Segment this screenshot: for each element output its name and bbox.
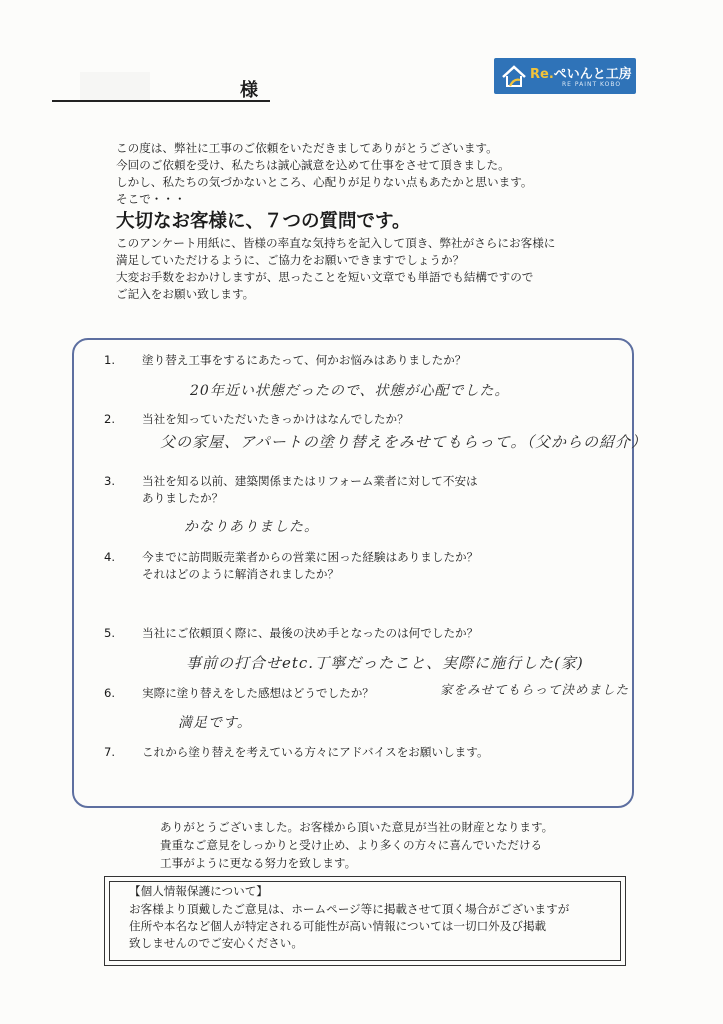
intro-line: この度は、弊社に工事のご依頼をいただきましてありがとうございます。 <box>116 141 498 155</box>
privacy-line: 致しませんのでご安心ください。 <box>129 936 303 950</box>
question-number: 5. <box>104 626 116 640</box>
closing-line: 工事がように更なる努力を致します。 <box>160 856 357 870</box>
question-text: 今までに訪問販売業者からの営業に困った経験はありましたか？ <box>142 550 479 564</box>
logo-text <box>530 63 632 82</box>
question-text: それはどのように解消されましたか？ <box>142 567 340 581</box>
answer-1: 20年近い状態だったので、状態が心配でした。 <box>190 383 510 399</box>
answer-3: かなりありました。 <box>184 519 319 535</box>
question-text: ありましたか？ <box>142 491 224 505</box>
closing-text <box>160 818 553 872</box>
privacy-notice-title: 【個人情報保護について】 <box>129 884 268 898</box>
answer-5-line-2: 家をみせてもらって決めました <box>440 682 630 697</box>
question-number: 4. <box>104 550 116 564</box>
honorific: 様 <box>240 80 259 101</box>
question-text: 当社にご依頼頂く際に、最後の決め手となったのは何でしたか？ <box>142 626 479 640</box>
redacted-customer-name <box>80 72 150 100</box>
intro-text <box>116 140 676 303</box>
closing-line: 貴重なご意見をしっかりと受け止め、より多くの方々に喜んでいただける <box>160 838 543 852</box>
intro-line: そこで・・・ <box>116 192 186 206</box>
question-text: 当社を知っていただいたきっかけはなんでしたか？ <box>142 412 409 426</box>
question-number: 7. <box>104 745 116 759</box>
company-logo <box>494 58 636 94</box>
customer-name-underline <box>52 100 270 102</box>
question-text: 実際に塗り替えをした感想はどうでしたか？ <box>142 686 374 700</box>
closing-line: ありがとうございました。お客様から頂いた意見が当社の財産となります。 <box>160 820 554 834</box>
question-number: 2. <box>104 412 116 426</box>
survey-headline: 大切なお客様に、７つの質問です。 <box>116 211 411 232</box>
intro-line: 満足していただけるように、ご協力をお願いできますでしょうか？ <box>116 253 465 267</box>
privacy-notice-box <box>104 876 626 966</box>
privacy-line: お客様より頂戴したご意見は、ホームページ等に掲載させて頂く場合がございますが <box>129 902 570 916</box>
intro-line: 大変お手数をおかけしますが、思ったことを短い文章でも単語でも結構ですので <box>116 270 534 284</box>
intro-line: ご記入をお願い致します。 <box>116 287 255 301</box>
house-logo-icon <box>500 62 528 90</box>
question-number: 3. <box>104 474 116 488</box>
question-text: これから塗り替えを考えている方々にアドバイスをお願いします。 <box>142 745 489 759</box>
logo-name: ぺいんと工房 <box>553 67 632 82</box>
answer-2: 父の家屋、アパートの塗り替えをみせてもらって。（父からの紹介） <box>160 433 648 451</box>
privacy-line: 住所や本名など個人が特定される可能性が高い情報については一切口外及び掲載 <box>129 919 547 933</box>
intro-line: しかし、私たちの気づかないところ、心配りが足りない点もあたかと思います。 <box>116 175 533 189</box>
answer-5: 事前の打合せetc.丁寧だったこと、実際に施行した(家) <box>186 654 584 672</box>
question-text: 塗り替え工事をするにあたって、何かお悩みはありましたか？ <box>142 353 467 367</box>
answer-6: 満足です。 <box>178 715 252 731</box>
question-number: 1. <box>104 353 116 367</box>
intro-line: 今回のご依頼を受け、私たちは誠心誠意を込めて仕事をさせて頂きました。 <box>116 158 510 172</box>
intro-line: このアンケート用紙に、皆様の率直な気持ちを記入して頂き、弊社がさらにお客様に <box>116 236 556 250</box>
question-text: 当社を知る以前、建築関係またはリフォーム業者に対して不安は <box>142 474 478 488</box>
logo-prefix: Re. <box>530 67 554 82</box>
question-number: 6. <box>104 686 116 700</box>
logo-subtitle: RE PAINT KOBO <box>562 81 622 88</box>
privacy-notice-body <box>129 901 569 952</box>
